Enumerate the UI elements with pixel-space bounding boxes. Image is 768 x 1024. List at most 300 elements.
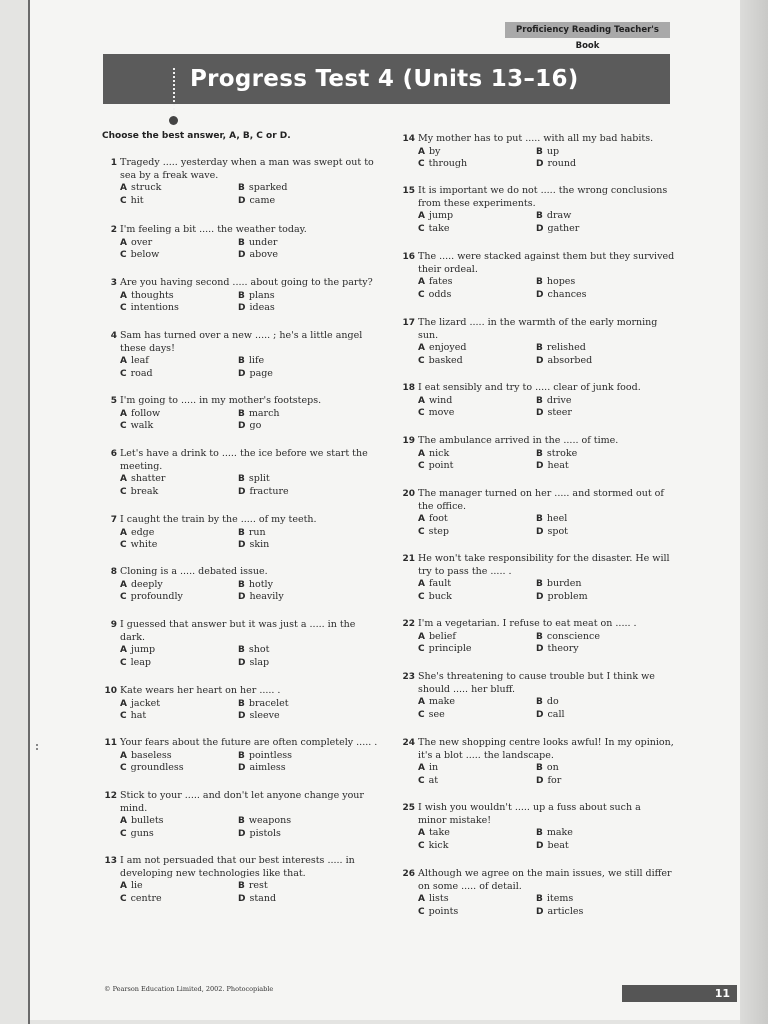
- option-a: [120, 408, 160, 421]
- option-letter: D: [536, 709, 544, 720]
- option-letter: A: [418, 277, 425, 287]
- option-b: [536, 827, 573, 840]
- option-letter: D: [238, 711, 246, 721]
- option-letter: C: [418, 906, 425, 917]
- option-text: under: [248, 236, 278, 248]
- option-text: fault: [428, 578, 452, 589]
- option-text: make: [546, 827, 573, 838]
- option-letter: A: [120, 237, 127, 248]
- question-number: 8: [110, 567, 117, 577]
- option-text: bullets: [130, 815, 164, 826]
- option-c: [120, 591, 183, 604]
- question-stem: Your fears about the future are often completely ..... .: [120, 737, 378, 748]
- option-letter: D: [536, 591, 544, 602]
- question-number: 25: [402, 803, 415, 813]
- option-text: drive: [546, 394, 572, 406]
- option-text: do: [546, 696, 559, 707]
- question-stem: My mother has to put ..... with all my bad habits.: [418, 133, 654, 144]
- option-d: [238, 486, 289, 499]
- option-text: absorbed: [547, 354, 593, 366]
- answer-options: [418, 210, 683, 236]
- option-b: [536, 342, 586, 355]
- question-12: [104, 790, 385, 841]
- option-text: edge: [130, 526, 155, 538]
- option-letter: A: [418, 631, 425, 642]
- option-b: [536, 762, 559, 775]
- question-number: 11: [104, 738, 117, 748]
- option-a: [120, 527, 154, 540]
- question-number: 13: [104, 856, 117, 866]
- option-a: [418, 696, 455, 709]
- question-25: [402, 802, 683, 853]
- option-b: [536, 276, 575, 289]
- option-letter: A: [418, 763, 425, 773]
- option-b: [536, 513, 567, 526]
- option-a: [120, 473, 165, 486]
- question-18: [402, 382, 683, 421]
- option-letter: C: [120, 540, 127, 550]
- option-a: [120, 355, 149, 368]
- option-a: [418, 893, 449, 906]
- option-letter: B: [238, 698, 245, 709]
- question-number: 9: [110, 620, 117, 630]
- option-text: theory: [547, 643, 579, 654]
- question-4: [110, 330, 385, 381]
- question-23: [402, 671, 683, 722]
- question-8: [110, 566, 385, 605]
- answer-options: [418, 146, 683, 172]
- question-number: 21: [402, 554, 415, 564]
- option-letter: B: [536, 697, 543, 707]
- option-text: jacket: [130, 697, 161, 709]
- option-text: jump: [130, 644, 156, 655]
- option-c: [120, 368, 153, 381]
- option-a: [418, 578, 451, 591]
- question-number: 14: [402, 134, 415, 144]
- option-letter: A: [418, 514, 425, 524]
- option-letter: C: [418, 591, 425, 602]
- page-binding-edge: [28, 0, 30, 1024]
- option-a: [418, 513, 448, 526]
- answer-options: [418, 893, 683, 919]
- option-letter: C: [120, 250, 127, 260]
- option-text: gather: [547, 222, 580, 234]
- question-stem: Tragedy ..... yesterday when a man was swept out to sea by a freak wave.: [120, 157, 374, 181]
- option-text: through: [428, 158, 468, 169]
- option-text: make: [428, 696, 456, 707]
- option-c: [120, 828, 154, 841]
- option-letter: B: [536, 763, 543, 773]
- option-d: [536, 289, 587, 302]
- option-text: at: [428, 774, 439, 786]
- question-2: [110, 224, 385, 263]
- answer-options: [120, 880, 385, 906]
- answer-options: [418, 513, 683, 539]
- option-text: beat: [547, 839, 569, 851]
- option-text: sparked: [248, 182, 288, 193]
- option-text: in: [428, 762, 439, 773]
- option-text: by: [428, 145, 441, 157]
- scan-mark: [36, 744, 38, 746]
- option-text: principle: [428, 643, 472, 654]
- option-text: chances: [547, 288, 587, 300]
- answer-options: [120, 579, 385, 605]
- question-stem: I eat sensibly and try to ..... clear of junk food.: [418, 382, 641, 393]
- option-text: nick: [428, 447, 450, 459]
- option-a: [418, 395, 452, 408]
- option-letter: B: [536, 579, 543, 589]
- option-text: call: [547, 708, 565, 720]
- option-text: break: [130, 485, 159, 497]
- answer-options: [120, 355, 385, 381]
- option-letter: A: [120, 816, 127, 826]
- question-number: 16: [402, 252, 415, 262]
- option-d: [536, 223, 579, 236]
- option-letter: D: [238, 303, 246, 313]
- option-a: [418, 276, 452, 289]
- question-number: 10: [104, 686, 117, 696]
- option-b: [536, 395, 572, 408]
- answer-options: [418, 631, 683, 657]
- option-b: [238, 880, 268, 893]
- answer-options: [120, 750, 385, 776]
- question-stem: Although we agree on the main issues, we still differ on some ..... of detail.: [418, 868, 672, 892]
- option-letter: B: [536, 343, 543, 353]
- option-letter: C: [120, 828, 127, 839]
- option-d: [238, 368, 273, 381]
- option-text: centre: [130, 892, 162, 904]
- question-5: [110, 395, 385, 434]
- option-c: [120, 486, 158, 499]
- question-stem: It is important we do not ..... the wrong conclusions from these experiments.: [418, 185, 668, 209]
- option-letter: C: [418, 644, 425, 654]
- question-stem: I'm feeling a bit ..... the weather today.: [120, 224, 307, 235]
- option-letter: C: [120, 763, 127, 773]
- question-26: [402, 868, 683, 919]
- option-text: thoughts: [130, 289, 174, 301]
- question-stem: The manager turned on her ..... and stormed out of the office.: [418, 488, 664, 512]
- answer-options: [418, 395, 683, 421]
- option-text: heavily: [249, 591, 284, 602]
- question-stem: I am not persuaded that our best interests ..... in developing new technologies like that.: [120, 855, 355, 879]
- option-text: came: [249, 194, 276, 206]
- option-c: [418, 591, 452, 604]
- option-a: [418, 631, 456, 644]
- option-letter: A: [120, 527, 127, 538]
- answer-options: [120, 644, 385, 670]
- option-letter: C: [120, 368, 127, 379]
- question-6: [110, 448, 385, 499]
- option-a: [418, 827, 450, 840]
- option-c: [120, 762, 184, 775]
- option-letter: D: [238, 250, 246, 260]
- option-d: [238, 710, 280, 723]
- option-text: on: [546, 762, 559, 773]
- option-d: [536, 906, 583, 919]
- option-letter: A: [120, 408, 127, 419]
- option-b: [238, 750, 292, 763]
- option-text: kick: [428, 839, 449, 851]
- question-22: [402, 618, 683, 657]
- option-text: leap: [130, 656, 152, 668]
- option-c: [418, 289, 451, 302]
- option-text: problem: [547, 590, 588, 602]
- option-letter: B: [238, 750, 245, 761]
- option-letter: A: [120, 750, 127, 761]
- option-letter: C: [418, 223, 425, 234]
- option-b: [238, 355, 264, 368]
- option-letter: D: [238, 486, 246, 497]
- option-c: [120, 249, 159, 262]
- option-letter: D: [536, 223, 544, 234]
- option-c: [120, 302, 179, 315]
- answer-options: [120, 815, 385, 841]
- option-text: see: [428, 708, 445, 720]
- question-20: [402, 488, 683, 539]
- option-letter: A: [418, 343, 425, 353]
- option-text: enjoyed: [428, 342, 467, 353]
- option-a: [120, 815, 164, 828]
- question-stem: The ..... were stacked against them but they survived their ordeal.: [418, 251, 675, 275]
- option-text: hotly: [248, 578, 273, 590]
- option-b: [536, 210, 571, 223]
- option-letter: D: [536, 461, 544, 471]
- option-letter: B: [536, 631, 543, 642]
- answer-options: [418, 448, 683, 474]
- question-number: 22: [402, 619, 415, 629]
- option-letter: B: [238, 645, 245, 655]
- option-text: profoundly: [130, 591, 183, 602]
- option-letter: A: [418, 395, 425, 406]
- option-letter: D: [536, 775, 544, 786]
- option-b: [536, 696, 559, 709]
- option-letter: D: [536, 355, 544, 366]
- option-text: march: [248, 407, 280, 419]
- option-text: walk: [130, 420, 154, 431]
- option-text: road: [130, 367, 153, 379]
- option-letter: A: [120, 356, 127, 366]
- question-13: [104, 855, 385, 906]
- option-text: run: [248, 526, 266, 538]
- option-letter: A: [120, 579, 127, 590]
- option-b: [238, 290, 275, 303]
- option-letter: B: [536, 211, 543, 221]
- instructions: Choose the best answer, A, B, C or D.: [102, 131, 291, 141]
- option-text: wind: [428, 394, 453, 406]
- option-b: [238, 579, 273, 592]
- option-b: [238, 408, 280, 421]
- title-bullet-dot: [169, 116, 178, 125]
- question-10: [104, 685, 385, 724]
- question-number: 7: [110, 515, 117, 525]
- option-d: [536, 840, 569, 853]
- option-letter: A: [418, 146, 425, 157]
- question-number: 12: [104, 791, 117, 801]
- option-letter: D: [536, 289, 544, 300]
- option-text: up: [546, 145, 560, 157]
- question-21: [402, 553, 683, 604]
- question-number: 19: [402, 436, 415, 446]
- option-d: [536, 643, 579, 656]
- option-letter: B: [536, 514, 543, 524]
- option-letter: C: [120, 592, 127, 602]
- scan-mark: [36, 748, 38, 750]
- option-text: follow: [130, 407, 161, 419]
- option-b: [238, 698, 289, 711]
- copyright-notice: © Pearson Education Limited, 2002. Photocopiable: [104, 985, 274, 993]
- option-letter: C: [120, 195, 127, 206]
- option-d: [238, 195, 275, 208]
- option-a: [418, 210, 453, 223]
- question-stem: He won't take responsibility for the disaster. He will try to pass the ..... .: [418, 553, 670, 577]
- question-stem: Are you having second ..... about going to the party?: [120, 277, 373, 288]
- option-text: slap: [249, 656, 270, 668]
- option-letter: C: [418, 461, 425, 471]
- option-a: [120, 237, 152, 250]
- option-letter: C: [120, 303, 127, 313]
- question-stem: The ambulance arrived in the ..... of time.: [418, 435, 619, 446]
- question-15: [402, 185, 683, 236]
- option-text: hopes: [546, 276, 576, 287]
- option-text: points: [428, 905, 459, 917]
- option-c: [418, 775, 438, 788]
- answer-options: [418, 276, 683, 302]
- option-d: [238, 828, 281, 841]
- option-letter: B: [536, 395, 543, 406]
- option-d: [238, 762, 286, 775]
- option-text: round: [547, 158, 577, 169]
- question-number: 15: [402, 186, 415, 196]
- option-text: shatter: [130, 473, 166, 484]
- option-letter: A: [418, 697, 425, 707]
- answer-options: [418, 578, 683, 604]
- option-letter: A: [418, 211, 425, 221]
- option-text: burden: [546, 578, 582, 589]
- option-letter: B: [238, 474, 245, 484]
- option-letter: C: [418, 840, 425, 851]
- option-b: [536, 146, 559, 159]
- option-c: [120, 420, 153, 433]
- question-number: 3: [110, 278, 117, 288]
- answer-options: [120, 473, 385, 499]
- option-letter: C: [120, 711, 127, 721]
- option-text: intentions: [130, 302, 179, 313]
- option-b: [238, 527, 266, 540]
- answer-options: [120, 182, 385, 208]
- option-letter: C: [418, 355, 425, 366]
- option-c: [418, 460, 453, 473]
- option-d: [536, 460, 569, 473]
- option-a: [120, 698, 160, 711]
- option-letter: C: [418, 526, 425, 537]
- option-text: shot: [248, 644, 270, 655]
- question-stem: I wish you wouldn't ..... up a fuss about such a minor mistake!: [418, 802, 641, 826]
- option-text: struck: [130, 182, 162, 193]
- question-number: 20: [402, 489, 415, 499]
- option-text: take: [428, 222, 450, 234]
- option-text: articles: [547, 905, 584, 917]
- option-text: point: [428, 460, 454, 471]
- option-letter: C: [418, 775, 425, 786]
- option-text: skin: [249, 539, 270, 550]
- option-c: [120, 657, 151, 670]
- option-c: [418, 526, 449, 539]
- option-letter: A: [120, 290, 127, 301]
- option-a: [418, 146, 440, 159]
- option-letter: D: [536, 644, 544, 654]
- option-text: buck: [428, 590, 452, 602]
- option-letter: C: [120, 657, 127, 668]
- question-14: [402, 133, 683, 172]
- option-text: aimless: [249, 762, 286, 773]
- option-letter: B: [536, 277, 543, 287]
- option-letter: C: [120, 421, 127, 431]
- answer-options: [120, 698, 385, 724]
- question-number: 2: [110, 225, 117, 235]
- option-b: [536, 893, 573, 906]
- option-letter: B: [536, 894, 543, 904]
- option-text: page: [249, 367, 273, 379]
- option-text: spot: [547, 525, 568, 537]
- question-number: 24: [402, 738, 415, 748]
- option-letter: B: [238, 356, 245, 366]
- option-a: [120, 290, 174, 303]
- option-c: [418, 709, 445, 722]
- question-11: [104, 737, 385, 776]
- option-letter: D: [536, 906, 544, 917]
- option-text: heel: [546, 513, 568, 524]
- option-text: life: [248, 355, 265, 366]
- question-number: 26: [402, 869, 415, 879]
- question-3: [110, 277, 385, 316]
- option-text: draw: [546, 210, 572, 221]
- question-stem: Sam has turned over a new ..... ; he's a little angel these days!: [120, 330, 363, 354]
- question-number: 18: [402, 383, 415, 393]
- option-b: [536, 631, 600, 644]
- option-d: [238, 893, 276, 906]
- option-d: [536, 355, 592, 368]
- page-shadow: [740, 0, 768, 1024]
- question-number: 6: [110, 449, 117, 459]
- question-stem: She's threatening to cause trouble but I think we should ..... her bluff.: [418, 671, 655, 695]
- option-d: [238, 591, 284, 604]
- option-b: [536, 578, 581, 591]
- answer-options: [418, 696, 683, 722]
- option-text: deeply: [130, 578, 163, 590]
- option-letter: C: [418, 408, 425, 418]
- answer-options: [120, 237, 385, 263]
- option-c: [418, 407, 454, 420]
- option-b: [238, 644, 269, 657]
- option-c: [418, 643, 472, 656]
- book-title-tag: Proficiency Reading Teacher's Book: [505, 22, 670, 38]
- option-letter: D: [238, 657, 246, 668]
- question-stem: I'm going to ..... in my mother's footsteps.: [120, 395, 322, 406]
- option-letter: B: [238, 816, 245, 826]
- option-letter: C: [418, 289, 425, 300]
- option-letter: C: [120, 893, 127, 904]
- option-text: heat: [547, 460, 569, 471]
- page-title: Progress Test 4 (Units 13–16): [190, 66, 579, 92]
- option-text: leaf: [130, 355, 149, 366]
- option-letter: D: [536, 159, 544, 169]
- option-text: belief: [428, 630, 456, 642]
- option-letter: B: [238, 237, 245, 248]
- option-letter: B: [238, 290, 245, 301]
- option-a: [120, 880, 143, 893]
- option-text: hat: [130, 710, 147, 721]
- option-text: guns: [130, 827, 154, 839]
